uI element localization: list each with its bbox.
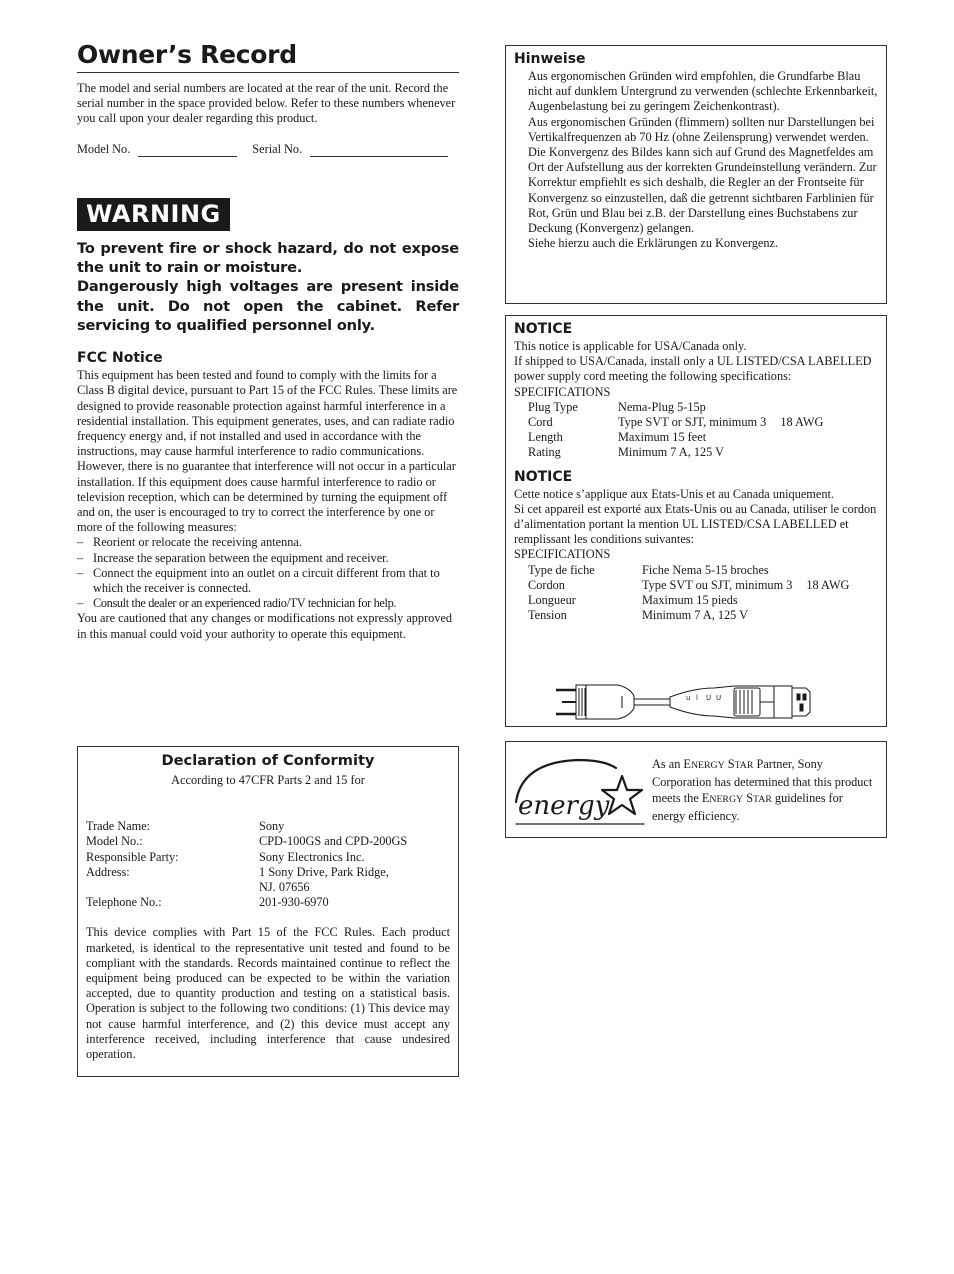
energy-star-statement: As an ENERGY STAR Partner, Sony Corporation has determined that this product meets the ENERGY STAR guidelines for energy efficiency. bbox=[652, 757, 873, 823]
table-row: Address: 1 Sony Drive, Park Ridge, bbox=[86, 864, 389, 879]
hinweise-paragraph: Siehe hierzu auch die Erklärungen zu Konvergenz. bbox=[528, 236, 779, 251]
fcc-caution: You are cautioned that any changes or modifications not expressly approved in this manual could void your authority to operate this equipment. bbox=[77, 611, 453, 641]
notice-en-spec-label: SPECIFICATIONS bbox=[514, 384, 611, 399]
warning-line-1: To prevent fire or shock hazard, do not expose the unit to rain or moisture. bbox=[77, 239, 459, 276]
notice-fr-line-2: Si cet appareil est exporté aux Etats-Unis ou au Canada, utiliser le cordon d’alimentation portant la mention UL LISTED/CSA LABELLED et remplissant les conditions suivantes: bbox=[514, 501, 877, 547]
table-row: Length Maximum 15 feet bbox=[528, 430, 707, 445]
hinweise-paragraph: Aus ergonomischen Gründen wird empfohlen, die Grundfarbe Blau nicht auf dunklem Untergrund zu verwenden (schlechte Erkennbarkeit, Augenbelastung bei zu geringem Zeichenkontrast). bbox=[528, 69, 878, 114]
svg-text:u: u bbox=[686, 694, 691, 702]
owners-record-title: Owner’s Record bbox=[77, 40, 459, 73]
table-row: Model No.: CPD-100GS and CPD-200GS bbox=[86, 834, 408, 849]
serial-label: Serial No. bbox=[252, 141, 303, 156]
svg-text:U: U bbox=[706, 694, 712, 702]
svg-text:U: U bbox=[716, 694, 722, 702]
table-row: Rating Minimum 7 A, 125 V bbox=[528, 445, 725, 460]
table-row: Trade Name: Sony bbox=[86, 819, 285, 834]
model-number-field[interactable] bbox=[138, 145, 237, 157]
table-row: Telephone No.: 201-930-6970 bbox=[86, 895, 329, 910]
svg-text:l: l bbox=[696, 694, 698, 702]
notice-fr-spec-label: SPECIFICATIONS bbox=[514, 547, 611, 562]
notice-box bbox=[505, 315, 887, 727]
energy-star-logo bbox=[512, 750, 646, 830]
notice-en-title: NOTICE bbox=[514, 321, 573, 337]
left-column bbox=[77, 40, 459, 642]
energy-logo-text: energy bbox=[518, 791, 610, 821]
notice-fr-title: NOTICE bbox=[514, 468, 573, 485]
owners-record-intro: The model and serial numbers are located at the rear of the unit. Record the serial number in the space provided below. Refer to these numbers whenever you call upon your dealer regarding this product. bbox=[77, 81, 456, 126]
table-row: Cord Type SVT or SJT, minimum 3 18 AWG bbox=[528, 415, 824, 430]
list-item: – Increase the separation between the equipment and receiver. bbox=[77, 551, 459, 566]
list-item: – Reorient or relocate the receiving antenna. bbox=[77, 535, 459, 550]
fcc-measures-list bbox=[77, 535, 459, 611]
declaration-title: Declaration of Conformity bbox=[161, 752, 375, 769]
notice-en-line-2: If shipped to USA/Canada, install only a UL LISTED/CSA LABELLED power supply cord meeting the following specifications: bbox=[514, 354, 872, 384]
notice-fr-specs bbox=[514, 563, 878, 624]
table-row: Tension Minimum 7 A, 125 V bbox=[528, 608, 749, 623]
energy-star-box bbox=[505, 741, 887, 838]
table-row: Responsible Party: Sony Electronics Inc. bbox=[86, 849, 365, 864]
hinweise-box bbox=[505, 45, 887, 304]
declaration-of-conformity-box bbox=[77, 746, 459, 1077]
warning-badge: WARNING bbox=[77, 198, 230, 231]
table-row: Longueur Maximum 15 pieds bbox=[528, 593, 738, 608]
hinweise-paragraph: Die Konvergenz des Bildes kann sich auf Grund des Magnetfeldes am Ort der Aufstellung aus der korrekten Grundeinstellung verändern. Zur Korrektur empfiehlt es sich deshalb, die Regler an der Frontseite für Konvergenz so einzustellen, daß die getrennt sichtbaren Farblinien für Rot, Grün und Blau bei z.B. der Darstellung eines Buchstabens zur Deckung (Konvergenz) gelangen. bbox=[528, 145, 877, 236]
fcc-notice-body: This equipment has been tested and found to comply with the limits for a Class B digital device, pursuant to Part 15 of the FCC Rules. These limits are designed to provide reasonable protection against harmful interference in a residential installation. This equipment generates, uses, and can radiate radio frequency energy and, if not installed and used in accordance with the instructions, may cause harmful interference to radio communications. However, there is no guarantee that interference will not occur in a particular installation. If this equipment does cause harmful interference to radio or television reception, which can be determined by turning the equipment off and on, the user is encouraged to try to correct the interference by one or more of the following measures: bbox=[77, 368, 458, 535]
hinweise-paragraph: Aus ergonomischen Gründen (flimmern) sollten nur Darstellungen bei Vertikalfrequenzen ab 70 Hz (ohne Zeilensprung) verwendet werden. bbox=[528, 114, 875, 144]
list-item: – Consult the dealer or an experienced radio/TV technician for help. bbox=[77, 596, 459, 611]
notice-fr-line-1: Cette notice s’applique aux Etats-Unis et au Canada uniquement. bbox=[514, 486, 834, 501]
warning-line-2: Dangerously high voltages are present inside the unit. Do not open the cabinet. Refer servicing to qualified personnel only. bbox=[77, 278, 459, 334]
table-row: NJ. 07656 bbox=[259, 880, 310, 895]
hinweise-body bbox=[514, 69, 886, 251]
list-item: – Connect the equipment into an outlet on a circuit different from that to which the receiver is connected. bbox=[77, 566, 459, 596]
notice-en-line-1: This notice is applicable for USA/Canada only. bbox=[514, 339, 747, 353]
declaration-table bbox=[86, 819, 450, 910]
declaration-statement: This device complies with Part 15 of the FCC Rules. Each product marketed, is identical to the representative unit tested and found to be compliant with the standards. Records maintained continue to reflect the equipment being produced can be expected to be within the variation accepted, due to quantity production and testing on a statistical basis. Operation is subject to the following two conditions: (1) This device may not cause harmful interference, and (2) this device must accept any interference received, including interference that cause undesired operation. bbox=[86, 925, 450, 1062]
serial-number-field[interactable] bbox=[310, 145, 448, 157]
warning-text bbox=[77, 239, 459, 335]
power-cord-icon bbox=[554, 682, 846, 722]
hinweise-title: Hinweise bbox=[514, 51, 586, 67]
record-fields bbox=[77, 142, 459, 157]
notice-en-specs bbox=[514, 400, 878, 461]
fcc-notice-title: FCC Notice bbox=[77, 350, 163, 367]
table-row: Type de fiche Fiche Nema 5-15 broches bbox=[528, 562, 769, 577]
table-row: Plug Type Nema-Plug 5-15p bbox=[528, 399, 706, 414]
table-row: Cordon Type SVT ou SJT, minimum 3 18 AWG bbox=[528, 577, 850, 592]
model-label: Model No. bbox=[77, 141, 131, 156]
declaration-subtitle: According to 47CFR Parts 2 and 15 for bbox=[171, 773, 365, 787]
